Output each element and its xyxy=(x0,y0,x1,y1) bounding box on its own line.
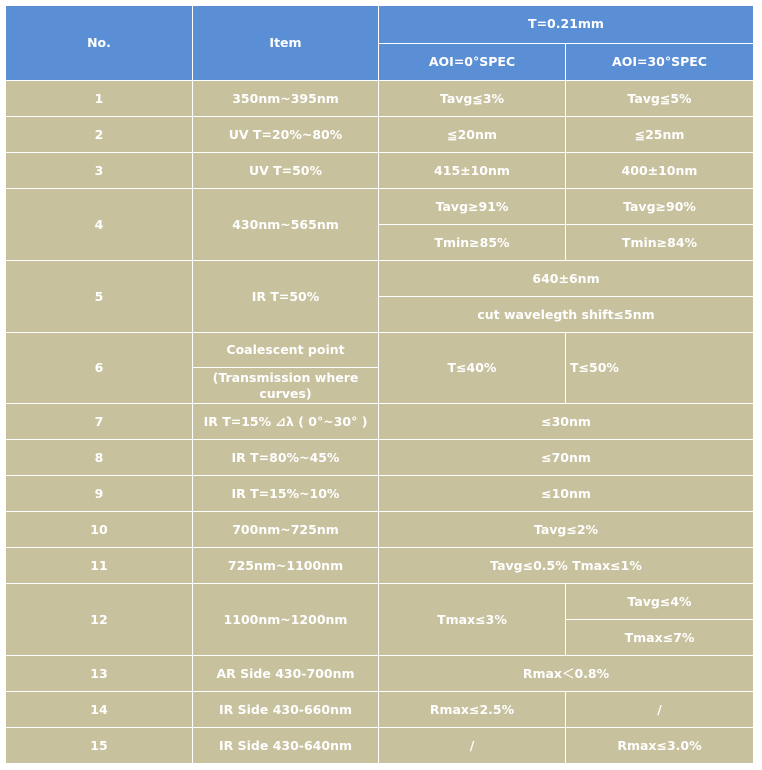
row-no: 9 xyxy=(6,476,193,512)
table-row xyxy=(6,656,754,692)
table-row xyxy=(6,692,754,728)
row-item: 350nm~395nm xyxy=(193,81,379,117)
row-aoi0: Tmin≥85% xyxy=(379,225,566,261)
row-aoi0: Rmax≤2.5% xyxy=(379,692,566,728)
row-aoi0: / xyxy=(379,728,566,764)
table-row xyxy=(6,728,754,764)
table-row xyxy=(6,333,754,368)
row-no: 4 xyxy=(6,189,193,261)
row-no: 14 xyxy=(6,692,193,728)
row-item: IR Side 430-660nm xyxy=(193,692,379,728)
row-span-value: ≤30nm xyxy=(379,404,754,440)
table-row xyxy=(6,476,754,512)
header-no: No. xyxy=(6,6,193,81)
row-item: IR T=80%~45% xyxy=(193,440,379,476)
row-no: 13 xyxy=(6,656,193,692)
row-item: 1100nm~1200nm xyxy=(193,584,379,656)
row-aoi0: Tmax≤3% xyxy=(379,584,566,656)
row-no: 5 xyxy=(6,261,193,333)
spec-table xyxy=(5,5,754,764)
table-row xyxy=(6,404,754,440)
table-row xyxy=(6,512,754,548)
table-row xyxy=(6,153,754,189)
header-aoi30: AOI=30°SPEC xyxy=(566,43,754,81)
row-span-value: cut wavelegth shift≤5nm xyxy=(379,297,754,333)
row-aoi30: T≤50% xyxy=(566,333,754,404)
table-row xyxy=(6,584,754,620)
row-item: IR T=15% ⊿λ ( 0°~30° ) xyxy=(193,404,379,440)
row-aoi30: Tavg≥90% xyxy=(566,189,754,225)
row-item: IR T=15%~10% xyxy=(193,476,379,512)
row-aoi0: Tavg≥91% xyxy=(379,189,566,225)
row-item: IR T=50% xyxy=(193,261,379,333)
row-aoi0: T≤40% xyxy=(379,333,566,404)
row-item: AR Side 430-700nm xyxy=(193,656,379,692)
table-row xyxy=(6,261,754,297)
row-item: IR Side 430-640nm xyxy=(193,728,379,764)
table-row xyxy=(6,189,754,225)
row-no: 8 xyxy=(6,440,193,476)
row-span-value: ≤70nm xyxy=(379,440,754,476)
row-span-value: Rmax＜0.8% xyxy=(379,656,754,692)
row-item-sub: (Transmission where curves) xyxy=(193,368,379,404)
row-aoi30: Tmin≥84% xyxy=(566,225,754,261)
header-row xyxy=(6,6,754,44)
row-span-value: ≤10nm xyxy=(379,476,754,512)
row-no: 11 xyxy=(6,548,193,584)
row-aoi0: ≦20nm xyxy=(379,117,566,153)
table-row xyxy=(6,117,754,153)
row-item: UV T=50% xyxy=(193,153,379,189)
row-aoi30: Rmax≤3.0% xyxy=(566,728,754,764)
header-thickness: T=0.21mm xyxy=(379,6,754,44)
spec-table-container xyxy=(5,5,754,764)
header-aoi0: AOI=0°SPEC xyxy=(379,43,566,81)
row-item: Coalescent point xyxy=(193,333,379,368)
row-aoi30: Tmax≤7% xyxy=(566,620,754,656)
row-item: 430nm~565nm xyxy=(193,189,379,261)
row-no: 12 xyxy=(6,584,193,656)
row-span-value: Tavg≤2% xyxy=(379,512,754,548)
row-span-value: Tavg≤0.5% Tmax≤1% xyxy=(379,548,754,584)
row-item: 700nm~725nm xyxy=(193,512,379,548)
table-row xyxy=(6,548,754,584)
row-span-value: 640±6nm xyxy=(379,261,754,297)
row-no: 1 xyxy=(6,81,193,117)
row-aoi0: 415±10nm xyxy=(379,153,566,189)
row-aoi30: ≦25nm xyxy=(566,117,754,153)
header-item: Item xyxy=(193,6,379,81)
row-aoi30: / xyxy=(566,692,754,728)
row-aoi30: 400±10nm xyxy=(566,153,754,189)
row-no: 3 xyxy=(6,153,193,189)
row-item: 725nm~1100nm xyxy=(193,548,379,584)
row-no: 6 xyxy=(6,333,193,404)
row-aoi0: Tavg≦3% xyxy=(379,81,566,117)
row-aoi30: Tavg≤4% xyxy=(566,584,754,620)
row-no: 10 xyxy=(6,512,193,548)
row-no: 2 xyxy=(6,117,193,153)
row-no: 7 xyxy=(6,404,193,440)
row-aoi30: Tavg≦5% xyxy=(566,81,754,117)
table-row xyxy=(6,81,754,117)
table-row xyxy=(6,440,754,476)
row-item: UV T=20%~80% xyxy=(193,117,379,153)
row-no: 15 xyxy=(6,728,193,764)
